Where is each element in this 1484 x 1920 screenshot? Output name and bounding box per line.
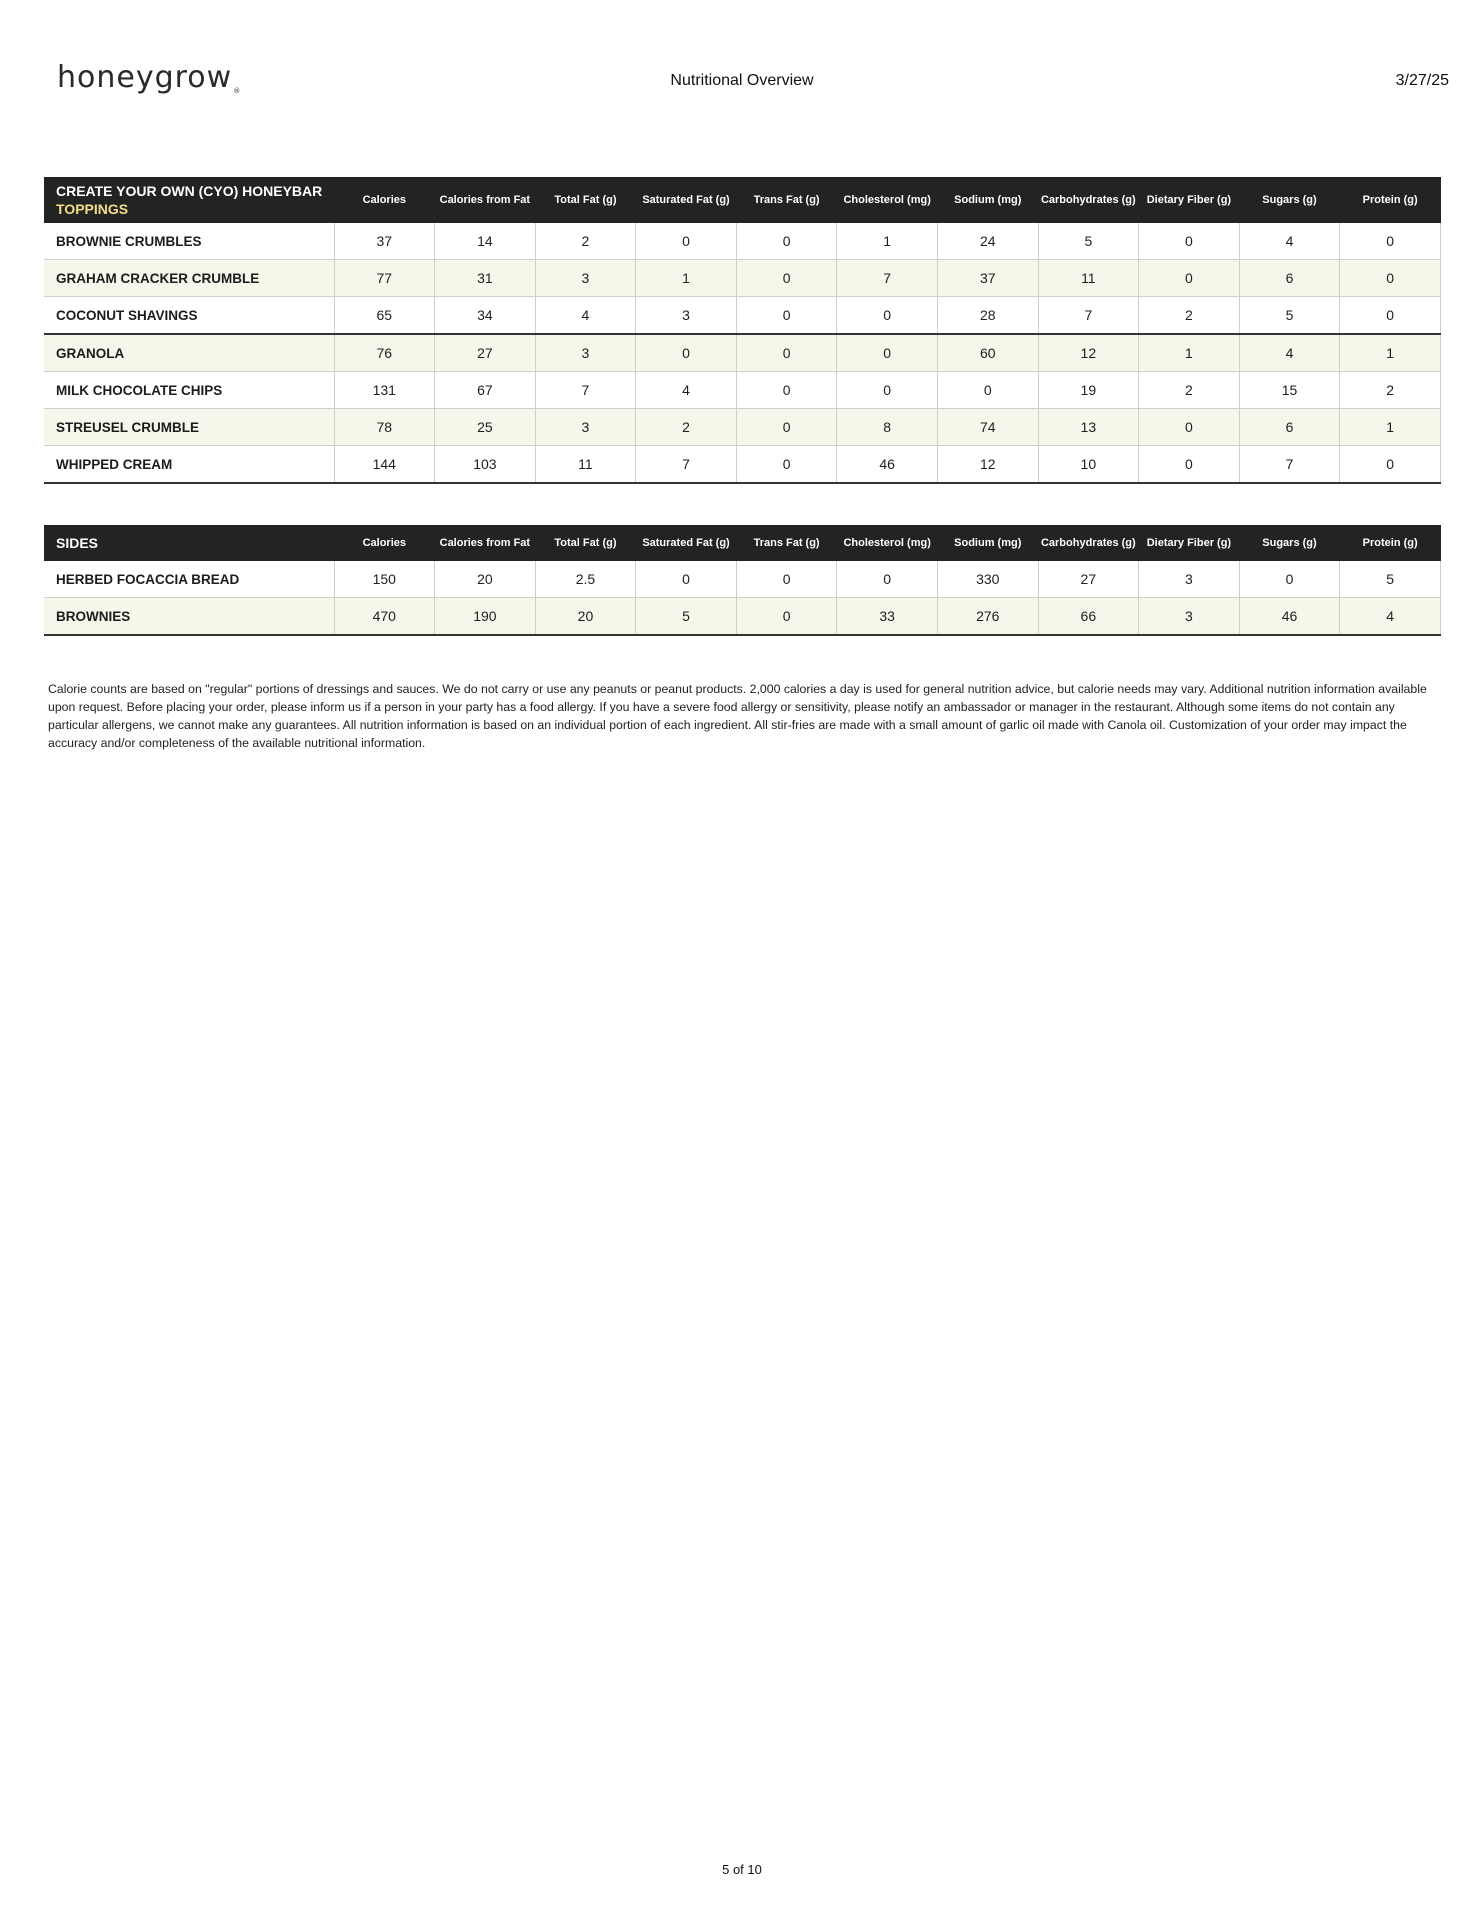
cell-cholesterol: 0 [837, 372, 938, 409]
cell-calories: 65 [334, 297, 435, 335]
cell-calories-from-fat: 31 [435, 260, 536, 297]
cell-calories: 131 [334, 372, 435, 409]
document-date: 3/27/25 [1395, 72, 1449, 89]
cell-cholesterol: 33 [837, 598, 938, 636]
cell-saturated-fat: 1 [636, 260, 737, 297]
col-header-carbohydrates: Carbohydrates (g) [1038, 177, 1139, 223]
cell-carbohydrates: 13 [1038, 409, 1139, 446]
col-header-saturated-fat: Saturated Fat (g) [636, 525, 737, 561]
table-header-row [44, 177, 1441, 223]
cell-trans-fat: 0 [736, 372, 837, 409]
item-name: COCONUT SHAVINGS [44, 297, 334, 335]
cell-protein: 4 [1340, 598, 1441, 636]
cell-calories-from-fat: 14 [435, 223, 536, 260]
col-header-calories: Calories [334, 177, 435, 223]
item-name: GRANOLA [44, 334, 334, 372]
cell-sodium: 0 [937, 372, 1038, 409]
cell-carbohydrates: 10 [1038, 446, 1139, 484]
cell-total-fat: 20 [535, 598, 636, 636]
table-row [44, 561, 1441, 598]
cell-saturated-fat: 4 [636, 372, 737, 409]
col-header-calories-from-fat: Calories from Fat [435, 177, 536, 223]
cell-calories: 144 [334, 446, 435, 484]
cell-protein: 0 [1340, 223, 1441, 260]
col-header-calories: Calories [334, 525, 435, 561]
table-row [44, 598, 1441, 636]
cell-calories: 37 [334, 223, 435, 260]
cell-calories: 78 [334, 409, 435, 446]
cell-cholesterol: 0 [837, 297, 938, 335]
cell-total-fat: 3 [535, 334, 636, 372]
cell-carbohydrates: 66 [1038, 598, 1139, 636]
cell-saturated-fat: 0 [636, 561, 737, 598]
cell-saturated-fat: 0 [636, 334, 737, 372]
col-header-dietary-fiber: Dietary Fiber (g) [1139, 525, 1240, 561]
cell-cholesterol: 7 [837, 260, 938, 297]
table-header-row [44, 525, 1441, 561]
cell-sodium: 60 [937, 334, 1038, 372]
page-number: 5 of 10 [722, 1862, 762, 1877]
cell-calories-from-fat: 190 [435, 598, 536, 636]
cell-total-fat: 4 [535, 297, 636, 335]
cell-protein: 5 [1340, 561, 1441, 598]
cell-trans-fat: 0 [736, 334, 837, 372]
col-header-cholesterol: Cholesterol (mg) [837, 525, 938, 561]
cell-sugars: 4 [1239, 223, 1340, 260]
category-subtitle: TOPPINGS [56, 201, 129, 217]
item-name: BROWNIES [44, 598, 334, 636]
cell-total-fat: 3 [535, 260, 636, 297]
cell-sodium: 12 [937, 446, 1038, 484]
col-header-sugars: Sugars (g) [1239, 177, 1340, 223]
cell-trans-fat: 0 [736, 598, 837, 636]
cell-dietary-fiber: 3 [1139, 598, 1240, 636]
cell-carbohydrates: 12 [1038, 334, 1139, 372]
cell-calories-from-fat: 103 [435, 446, 536, 484]
cell-carbohydrates: 5 [1038, 223, 1139, 260]
sides-nutrition-table [44, 525, 1441, 636]
col-header-total-fat: Total Fat (g) [535, 525, 636, 561]
cell-total-fat: 2.5 [535, 561, 636, 598]
cell-sodium: 28 [937, 297, 1038, 335]
col-header-carbohydrates: Carbohydrates (g) [1038, 525, 1139, 561]
category-header [44, 525, 334, 561]
cell-calories-from-fat: 20 [435, 561, 536, 598]
document-title: Nutritional Overview [670, 72, 814, 89]
col-header-sodium: Sodium (mg) [937, 177, 1038, 223]
cell-calories-from-fat: 67 [435, 372, 536, 409]
cell-dietary-fiber: 3 [1139, 561, 1240, 598]
cell-trans-fat: 0 [736, 260, 837, 297]
cell-trans-fat: 0 [736, 223, 837, 260]
col-header-calories-from-fat: Calories from Fat [435, 525, 536, 561]
cell-saturated-fat: 0 [636, 223, 737, 260]
col-header-protein: Protein (g) [1340, 177, 1441, 223]
cell-dietary-fiber: 0 [1139, 260, 1240, 297]
cell-saturated-fat: 5 [636, 598, 737, 636]
cell-sodium: 330 [937, 561, 1038, 598]
nutrition-disclaimer: Calorie counts are based on "regular" portions of dressings and sauces. We do not carry or use any peanuts or peanut products. 2,000 calories a day is used for general nutrition advice, but calorie needs may vary. Additional nutrition information available upon request. Before placing your order, please inform us if a person in your party has a food allergy. If you have a severe food allergy or sensitivity, please notify an ambassador or manager in the restaurant. Although some items do not contain any particular allergens, we cannot make any guarantees. All nutrition information is based on an individual portion of each ingredient. All stir-fries are made with a small amount of garlic oil made with Canola oil. Customization of your order may impact the accuracy and/or completeness of the available nutritional information. [48, 682, 1427, 750]
col-header-dietary-fiber: Dietary Fiber (g) [1139, 177, 1240, 223]
cell-protein: 0 [1340, 446, 1441, 484]
cell-trans-fat: 0 [736, 297, 837, 335]
col-header-total-fat: Total Fat (g) [535, 177, 636, 223]
item-name: BROWNIE CRUMBLES [44, 223, 334, 260]
category-title: CREATE YOUR OWN (CYO) HONEYBAR [56, 183, 323, 199]
cell-calories-from-fat: 27 [435, 334, 536, 372]
col-header-protein: Protein (g) [1340, 525, 1441, 561]
cell-saturated-fat: 3 [636, 297, 737, 335]
cell-sugars: 6 [1239, 260, 1340, 297]
cell-cholesterol: 46 [837, 446, 938, 484]
cell-cholesterol: 8 [837, 409, 938, 446]
cell-total-fat: 2 [535, 223, 636, 260]
col-header-trans-fat: Trans Fat (g) [736, 525, 837, 561]
cell-dietary-fiber: 2 [1139, 372, 1240, 409]
cell-dietary-fiber: 2 [1139, 297, 1240, 335]
page-header [0, 0, 1484, 120]
cell-calories: 150 [334, 561, 435, 598]
cell-trans-fat: 0 [736, 446, 837, 484]
cell-protein: 1 [1340, 409, 1441, 446]
cell-sugars: 6 [1239, 409, 1340, 446]
cell-protein: 1 [1340, 334, 1441, 372]
cell-total-fat: 7 [535, 372, 636, 409]
col-header-trans-fat: Trans Fat (g) [736, 177, 837, 223]
table-row [44, 409, 1441, 446]
cell-total-fat: 11 [535, 446, 636, 484]
cell-sugars: 46 [1239, 598, 1340, 636]
cell-protein: 0 [1340, 260, 1441, 297]
toppings-nutrition-table [44, 177, 1441, 484]
cell-dietary-fiber: 0 [1139, 223, 1240, 260]
col-header-sodium: Sodium (mg) [937, 525, 1038, 561]
cell-sugars: 5 [1239, 297, 1340, 335]
item-name: STREUSEL CRUMBLE [44, 409, 334, 446]
cell-dietary-fiber: 1 [1139, 334, 1240, 372]
category-header [44, 177, 334, 223]
cell-calories-from-fat: 34 [435, 297, 536, 335]
cell-calories: 77 [334, 260, 435, 297]
cell-cholesterol: 0 [837, 334, 938, 372]
cell-sugars: 15 [1239, 372, 1340, 409]
table-row [44, 223, 1441, 260]
cell-trans-fat: 0 [736, 561, 837, 598]
table-row [44, 260, 1441, 297]
item-name: MILK CHOCOLATE CHIPS [44, 372, 334, 409]
cell-sodium: 37 [937, 260, 1038, 297]
cell-carbohydrates: 11 [1038, 260, 1139, 297]
cell-carbohydrates: 19 [1038, 372, 1139, 409]
cell-sodium: 276 [937, 598, 1038, 636]
brand-logo: honeygrow® [57, 60, 242, 95]
cell-cholesterol: 0 [837, 561, 938, 598]
cell-dietary-fiber: 0 [1139, 409, 1240, 446]
item-name: HERBED FOCACCIA BREAD [44, 561, 334, 598]
cell-calories-from-fat: 25 [435, 409, 536, 446]
registered-mark: ® [233, 87, 242, 95]
cell-cholesterol: 1 [837, 223, 938, 260]
category-title: SIDES [56, 535, 99, 551]
table-row [44, 372, 1441, 409]
col-header-sugars: Sugars (g) [1239, 525, 1340, 561]
cell-total-fat: 3 [535, 409, 636, 446]
col-header-cholesterol: Cholesterol (mg) [837, 177, 938, 223]
cell-dietary-fiber: 0 [1139, 446, 1240, 484]
table-row [44, 334, 1441, 372]
cell-carbohydrates: 27 [1038, 561, 1139, 598]
item-name: GRAHAM CRACKER CRUMBLE [44, 260, 334, 297]
cell-sodium: 24 [937, 223, 1038, 260]
cell-trans-fat: 0 [736, 409, 837, 446]
cell-saturated-fat: 2 [636, 409, 737, 446]
cell-carbohydrates: 7 [1038, 297, 1139, 335]
cell-protein: 0 [1340, 297, 1441, 335]
cell-sugars: 7 [1239, 446, 1340, 484]
cell-sodium: 74 [937, 409, 1038, 446]
cell-calories: 470 [334, 598, 435, 636]
item-name: WHIPPED CREAM [44, 446, 334, 484]
cell-sugars: 0 [1239, 561, 1340, 598]
table-row [44, 446, 1441, 484]
cell-protein: 2 [1340, 372, 1441, 409]
cell-sugars: 4 [1239, 334, 1340, 372]
cell-saturated-fat: 7 [636, 446, 737, 484]
col-header-saturated-fat: Saturated Fat (g) [636, 177, 737, 223]
table-row [44, 297, 1441, 335]
cell-calories: 76 [334, 334, 435, 372]
